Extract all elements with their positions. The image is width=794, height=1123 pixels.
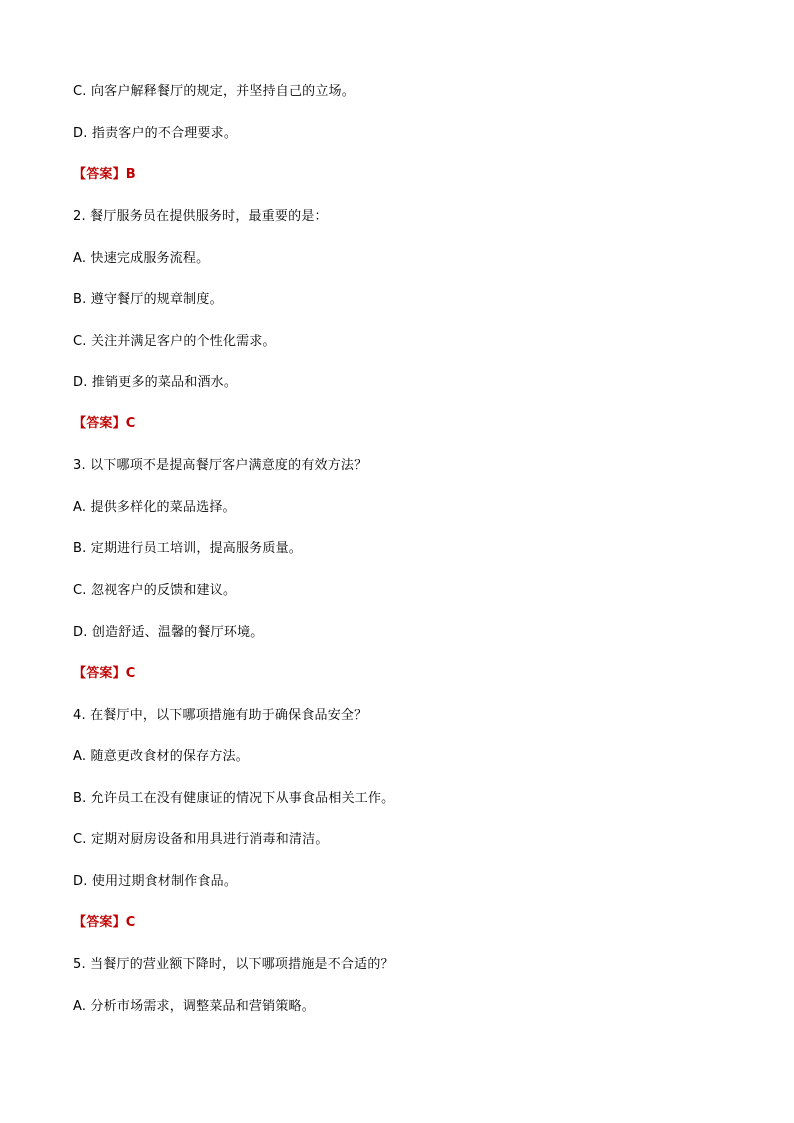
option-line: B. 遵守餐厅的规章制度。 (73, 292, 223, 307)
answer-line: 【答案】C (73, 416, 136, 431)
option-line: C. 向客户解释餐厅的规定，并坚持自己的立场。 (73, 84, 355, 99)
option-line: D. 推销更多的菜品和酒水。 (73, 375, 238, 390)
option-line: A. 随意更改食材的保存方法。 (73, 749, 249, 764)
option-line: D. 使用过期食材制作食品。 (73, 874, 238, 889)
option-line: A. 提供多样化的菜品选择。 (73, 500, 236, 515)
option-line: A. 分析市场需求，调整菜品和营销策略。 (73, 999, 315, 1014)
question-line: 4. 在餐厅中，以下哪项措施有助于确保食品安全？ (73, 708, 368, 723)
option-line: A. 快速完成服务流程。 (73, 251, 210, 266)
answer-line: 【答案】C (73, 666, 136, 681)
answer-line: 【答案】B (73, 167, 136, 182)
option-line: D. 创造舒适、温馨的餐厅环境。 (73, 625, 264, 640)
question-line: 5. 当餐厅的营业额下降时，以下哪项措施是不合适的？ (73, 957, 394, 972)
option-line: D. 指责客户的不合理要求。 (73, 126, 238, 141)
option-line: C. 忽视客户的反馈和建议。 (73, 583, 237, 598)
answer-line: 【答案】C (73, 915, 136, 930)
option-line: B. 允许员工在没有健康证的情况下从事食品相关工作。 (73, 791, 395, 806)
option-line: C. 关注并满足客户的个性化需求。 (73, 334, 276, 349)
option-line: C. 定期对厨房设备和用具进行消毒和清洁。 (73, 832, 329, 847)
question-line: 2. 餐厅服务员在提供服务时，最重要的是： (73, 209, 328, 224)
question-line: 3. 以下哪项不是提高餐厅客户满意度的有效方法？ (73, 458, 368, 473)
option-line: B. 定期进行员工培训，提高服务质量。 (73, 541, 302, 556)
